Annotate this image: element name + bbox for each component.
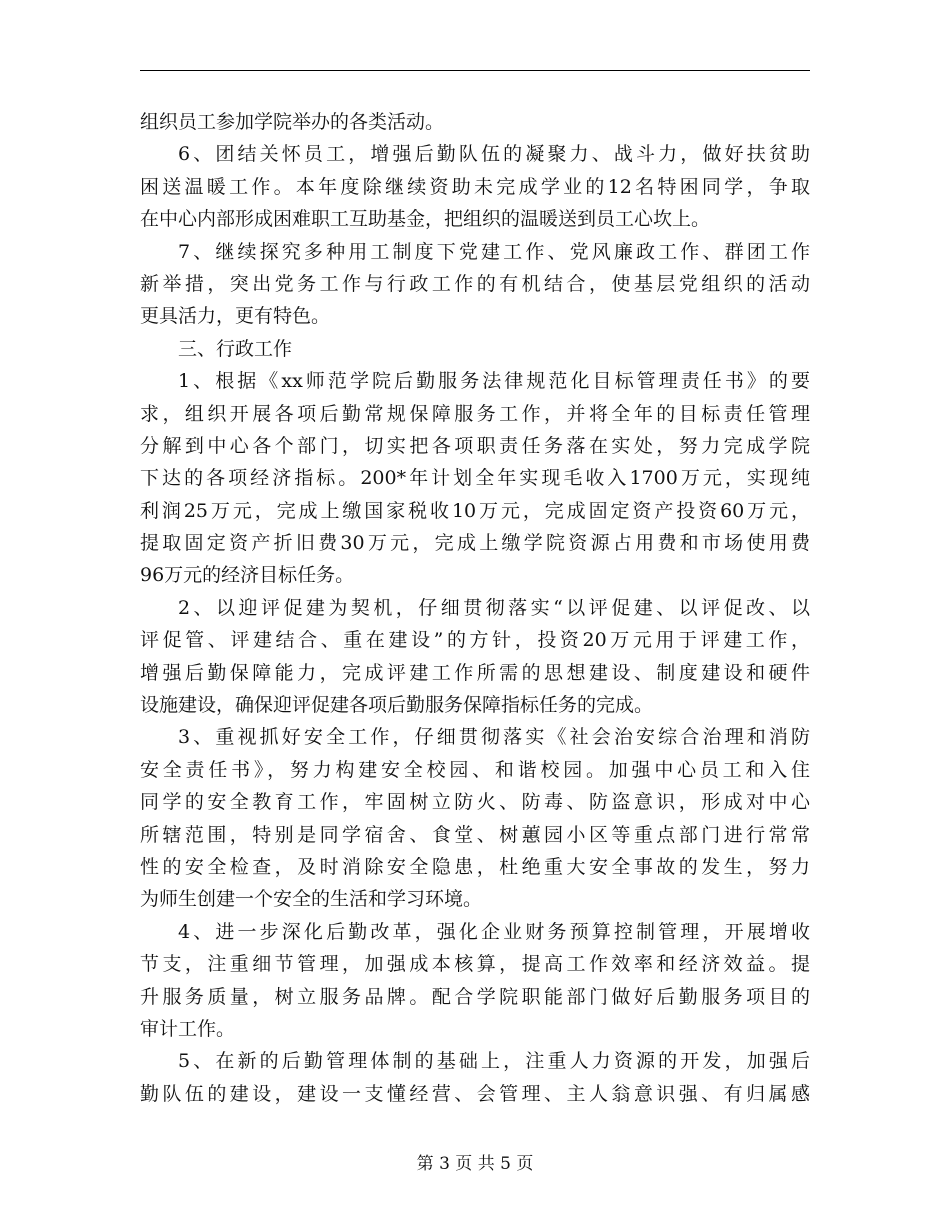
paragraph-line: 求，组织开展各项后勤常规保障服务工作，并将全年的目标责任管理 xyxy=(140,402,810,425)
paragraph-first-line: 三、行政工作 xyxy=(178,337,293,360)
paragraph-line: 为师生创建一个安全的生活和学习环境。 xyxy=(140,888,483,911)
paragraph-line: 评促管、评建结合、重在建设”的方针，投资20万元用于评建工作， xyxy=(140,629,810,652)
paragraph-line: 审计工作。 xyxy=(140,1017,236,1040)
paragraph-first-line: 4、进一步深化后勤改革，强化企业财务预算控制管理，开展增收 xyxy=(178,920,810,943)
paragraph-line: 同学的安全教育工作，牢固树立防火、防毒、防盗意识，形成对中心 xyxy=(140,791,810,814)
paragraph-first-line: 5、在新的后勤管理体制的基础上，注重人力资源的开发，加强后 xyxy=(178,1050,810,1073)
paragraph-line: 升服务质量，树立服务品牌。配合学院职能部门做好后勤服务项目的 xyxy=(140,985,810,1008)
paragraph-first-line: 1、根据《xx师范学院后勤服务法律规范化目标管理责任书》的要 xyxy=(178,370,810,393)
page-number: 第 3 页 共 5 页 xyxy=(416,1154,534,1174)
paragraph-first-line: 3、重视抓好安全工作，仔细贯彻落实《社会治安综合治理和消防 xyxy=(178,726,810,749)
paragraph-line: 分解到中心各个部门，切实把各项职责任务落在实处，努力完成学院 xyxy=(140,434,810,457)
paragraph-line: 所辖范围，特别是同学宿舍、食堂、树蕙园小区等重点部门进行常常 xyxy=(140,823,810,846)
paragraph-first-line: 6、团结关怀员工，增强后勤队伍的凝聚力、战斗力，做好扶贫助 xyxy=(178,143,810,166)
paragraph-line: 增强后勤保障能力，完成评建工作所需的思想建设、制度建设和硬件 xyxy=(140,661,810,684)
paragraph-line: 利润25万元，完成上缴国家税收10万元，完成固定资产投资60万元， xyxy=(140,499,810,522)
paragraph-first-line: 2、以迎评促建为契机，仔细贯彻落实“以评促建、以评促改、以 xyxy=(178,596,810,619)
paragraph-first-line: 7、继续探究多种用工制度下党建工作、党风廉政工作、群团工作 xyxy=(178,240,810,263)
paragraph-line: 96万元的经济目标任务。 xyxy=(140,564,355,587)
paragraph-line: 下达的各项经济指标。200*年计划全年实现毛收入1700万元，实现纯 xyxy=(140,467,810,490)
paragraph-line: 性的安全检查，及时消除安全隐患，杜绝重大安全事故的发生，努力 xyxy=(140,855,810,878)
paragraph-line: 安全责任书》，努力构建安全校园、和谐校园。加强中心员工和入住 xyxy=(140,758,810,781)
paragraph-line: 更具活力，更有特色。 xyxy=(140,305,331,328)
paragraph-line: 组织员工参加学院举办的各类活动。 xyxy=(140,111,445,133)
paragraph-line: 困送温暖工作。本年度除继续资助未完成学业的12名特困同学，争取 xyxy=(140,175,810,198)
paragraph-line: 勤队伍的建设，建设一支懂经营、会管理、主人翁意识强、有归属感 xyxy=(140,1082,810,1105)
paragraph-line: 设施建设，确保迎评促建各项后勤服务保障指标任务的完成。 xyxy=(140,694,654,717)
paragraph-line: 节支，注重细节管理，加强成本核算，提高工作效率和经济效益。提 xyxy=(140,953,810,976)
paragraph-line: 新举措，突出党务工作与行政工作的有机结合，使基层党组织的活动 xyxy=(140,272,810,295)
paragraph-line: 提取固定资产折旧费30万元，完成上缴学院资源占用费和市场使用费 xyxy=(140,532,810,555)
header-rule xyxy=(140,70,810,71)
paragraph-line: 在中心内部形成困难职工互助基金，把组织的温暖送到员工心坎上。 xyxy=(140,208,711,231)
document-body xyxy=(140,106,810,1110)
